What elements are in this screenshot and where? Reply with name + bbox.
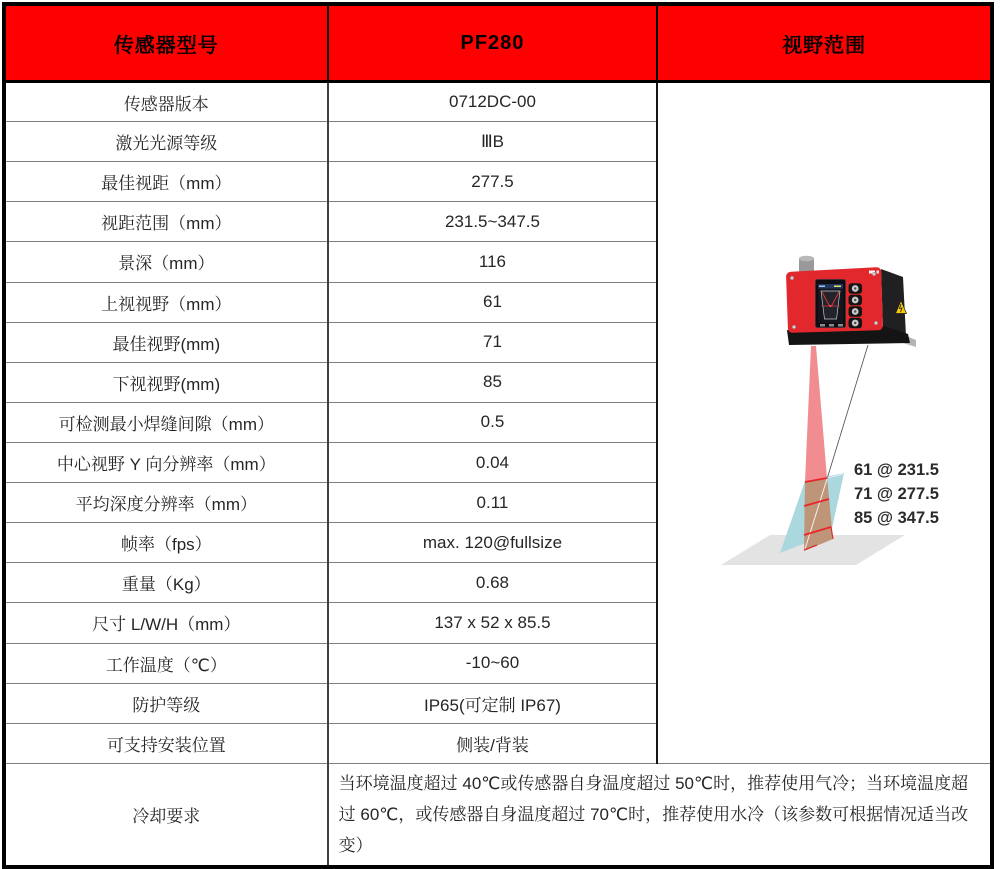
fov-label-277: 71 @ 277.5: [854, 485, 940, 503]
camera-axis-line: [827, 345, 868, 479]
spec-value: ⅢB: [328, 122, 658, 162]
header-sensor-model: 传感器型号: [4, 4, 328, 82]
spec-label: 工作温度（℃）: [4, 643, 328, 683]
fov-label-347: 85 @ 347.5: [854, 509, 940, 527]
spec-value: 277.5: [328, 162, 658, 202]
spec-label: 最佳视野(mm): [4, 322, 328, 362]
spec-value: 61: [328, 282, 658, 322]
spec-label: 防护等级: [4, 683, 328, 723]
brand-logo-dot: [877, 271, 880, 274]
spec-label: 最佳视距（mm）: [4, 162, 328, 202]
cooling-requirement-text: 当环境温度超过 40℃或传感器自身温度超过 50℃时，推荐使用气冷；当环境温度超过 60℃，或传感器自身温度超过 70℃时，推荐使用水冷（该参数可根据情况适当改变）: [328, 764, 992, 868]
spec-label: 上视视野（mm）: [4, 282, 328, 322]
table-row: [4, 82, 992, 122]
screen-status-text: [819, 286, 825, 288]
top-connector-cap: [799, 256, 814, 262]
spec-label: 传感器版本: [123, 94, 209, 114]
spec-value: 0.68: [328, 563, 658, 603]
spec-value: 侧装/背装: [328, 723, 658, 763]
spec-value: 0712DC-00: [328, 82, 658, 122]
spec-label: 可检测最小焊缝间隙（mm）: [4, 402, 328, 442]
device-side-face: [881, 269, 906, 336]
screen-menu-icon-1: [820, 324, 825, 327]
fov-label-231: 61 @ 231.5: [854, 461, 940, 479]
sensor-fov-illustration: [658, 83, 992, 763]
spec-label: 平均深度分辨率（mm）: [4, 483, 328, 523]
screen-menu-icon-3: [838, 324, 843, 327]
spec-label: 重量（Kg）: [4, 563, 328, 603]
spec-value: max. 120@fullsize: [328, 523, 658, 563]
table-row-cooling: [4, 764, 992, 868]
spec-value: 85: [328, 362, 658, 402]
screen-crosshair-dot: [830, 305, 832, 307]
spec-value: 137 x 52 x 85.5: [328, 603, 658, 643]
fov-illustration-cell: [657, 82, 992, 764]
spec-value: 231.5~347.5: [328, 202, 658, 242]
spec-label: 视距范围（mm）: [4, 202, 328, 242]
spec-value: 71: [328, 322, 658, 362]
spec-value: 116: [328, 242, 658, 282]
spec-label: 可支持安装位置: [4, 723, 328, 763]
header-fov-range: 视野范围: [657, 4, 992, 82]
spec-label: 中心视野 Y 向分辨率（mm）: [4, 442, 328, 482]
spec-value: IP65(可定制 IP67): [328, 683, 658, 723]
header-model-number: PF280: [328, 4, 658, 82]
spec-value: 0.04: [328, 442, 658, 482]
fov-figure: [658, 83, 992, 763]
spec-value: 0.5: [328, 402, 658, 442]
screen-status-value: [834, 286, 841, 288]
spec-label: 激光光源等级: [4, 122, 328, 162]
spec-label: 景深（mm）: [4, 242, 328, 282]
spec-value: 0.11: [328, 483, 658, 523]
screen-menu-icon-2: [829, 324, 834, 327]
sensor-spec-table: [2, 2, 994, 869]
spec-label: 冷却要求: [4, 764, 328, 868]
header-row: [4, 4, 992, 82]
spec-label: 帧率（fps）: [4, 523, 328, 563]
spec-value: -10~60: [328, 643, 658, 683]
laser-beam: [805, 346, 827, 482]
spec-label: 下视视野(mm): [4, 362, 328, 402]
spec-label: 尺寸 L/W/H（mm）: [4, 603, 328, 643]
sensor-device: [786, 256, 916, 347]
